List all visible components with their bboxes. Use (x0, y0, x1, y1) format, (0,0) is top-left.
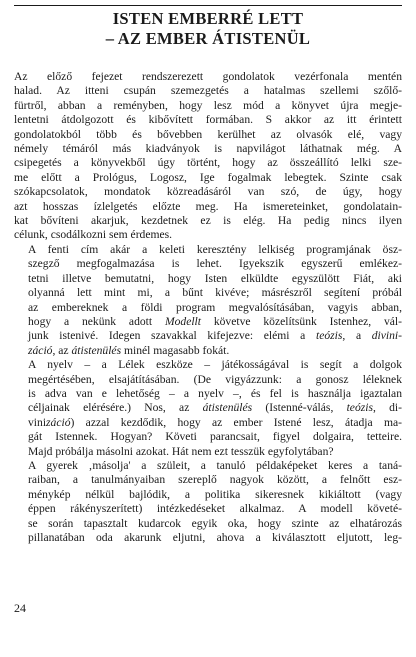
paragraph-2 (14, 243, 402, 358)
text-line: némely témáról más kiadványok is napvilágot láthatnak még. A (14, 142, 402, 156)
text-line: Majd próbálja másolni azokat. Hát nem ezt tesszük egyfolytában? (28, 444, 334, 458)
text-line: halad. Az itteni csupán szemezgetés a hatalmas szellemi szőlő- (14, 84, 402, 98)
text-line: lentetni átdolgozott és kibővített formában. S akkor az itt érintett (14, 113, 402, 127)
text-line: szókapcsolatok, mondatok közreadásáról van szó, de úgy, hogy (14, 185, 402, 199)
text-line: az embereknek a földi program megvalósításában, vagyis abban, (28, 300, 402, 314)
text-line: me előtt a Prológus, Logosz, Ige fogalmak lebegtek. Szinte csak (14, 170, 402, 184)
text-line: olyanná lett mint mi, a bűnt kivéve; másrészről segítení próbál (28, 286, 402, 300)
chapter-title (14, 9, 402, 49)
paragraph-3 (14, 358, 402, 459)
text-line: pillanatában oda akarunk eljutni, ahova a kiválasztott eljutott, leg- (28, 531, 402, 544)
text-line: A nyelv – a Lélek eszköze – játékosságával is segít a dolgok (28, 358, 402, 372)
text-line: raiban, a tanulmányaiban szereplő nagyok között, a felnőtt esz- (28, 473, 402, 487)
text-line: Az előző fejezet rendszerezett gondolatok vezérfonala mentén (14, 70, 402, 83)
text-line: gondolatokból több és bővebben kerülhet az olvasók elé, vagy (14, 127, 402, 141)
page-number: 24 (14, 601, 26, 615)
header-rule (14, 5, 402, 6)
text-line: junk istenivé. Idegen szavakkal kifejezve: elémi a teózis, a divini- (28, 329, 402, 343)
text-line: kat bővíteni akarjuk, kezdetnek ez is elég. Ha pedig nincs ilyen (14, 214, 402, 228)
text-line: A fenti cím akár a keleti keresztény lelkiség programjának ösz- (28, 242, 402, 256)
chapter-title-line-2: – AZ EMBER ÁTISTENÜL (105, 29, 311, 48)
text-line: ménykép nélkül bajlódik, a politika sikeresnek kikiáltott (vagy (28, 487, 402, 501)
text-line: célunk, csodálkozni sem érdemes. (14, 228, 173, 242)
text-line: gát Istennek. Hogyan? Követi parancsait, figyel dolgaira, tetteire. (28, 430, 402, 444)
text-line: azt hosszas ízlelgetés előzte meg. Ha ismereteinket, gondolatain- (14, 199, 402, 213)
text-line: fürtről, abban a reményben, hogy lesz mód a könyvet újra megje- (14, 98, 402, 112)
text-line: éppen rákényszerített) intézkedéseket alkalmaz. A modell követé- (28, 502, 402, 516)
text-line: se során tapasztalt kudarcok egyik oka, hogy szinte az elhatározás (28, 516, 402, 530)
text-line: hogy a nekünk adott Modellt követve közelítsünk Istenhez, vál- (28, 314, 402, 328)
text-line: csipegetés a könyvekből úgy történt, hogy az összeállító lelki sze- (14, 156, 402, 170)
text-line: A gyerek ‚másolja' a szüleit, a tanuló példaképeket keres a taná- (28, 458, 402, 472)
chapter-title-line-1: ISTEN EMBERRÉ LETT (112, 9, 304, 28)
body-text (14, 70, 402, 545)
paragraph-1 (14, 70, 402, 243)
text-line: is adva van e lehetőség – a nyelv –, és fel is használja igaztalan (28, 386, 402, 400)
text-line: záció, az átistenülés minél magasabb fokát. (28, 343, 230, 357)
text-line: szegző megfogalmazása is lehet. Igyekszik egyszerű emlékez- (28, 257, 402, 271)
paragraph-4 (14, 459, 402, 545)
text-line: vinizáció) azzal kezdődik, hogy az ember Istené lesz, átadja ma- (28, 415, 402, 429)
text-line: megértésében, elsajátításában. (De vigyázzunk: a gonosz léleknek (28, 372, 402, 386)
text-line: tetni illetve bemutatni, hogy Isten elküldte egyszülött Fiát, aki (28, 271, 402, 285)
text-line: céljainak elérésére.) Nos, az átistenülés (Istenné-válás, teózis, di- (28, 401, 402, 415)
